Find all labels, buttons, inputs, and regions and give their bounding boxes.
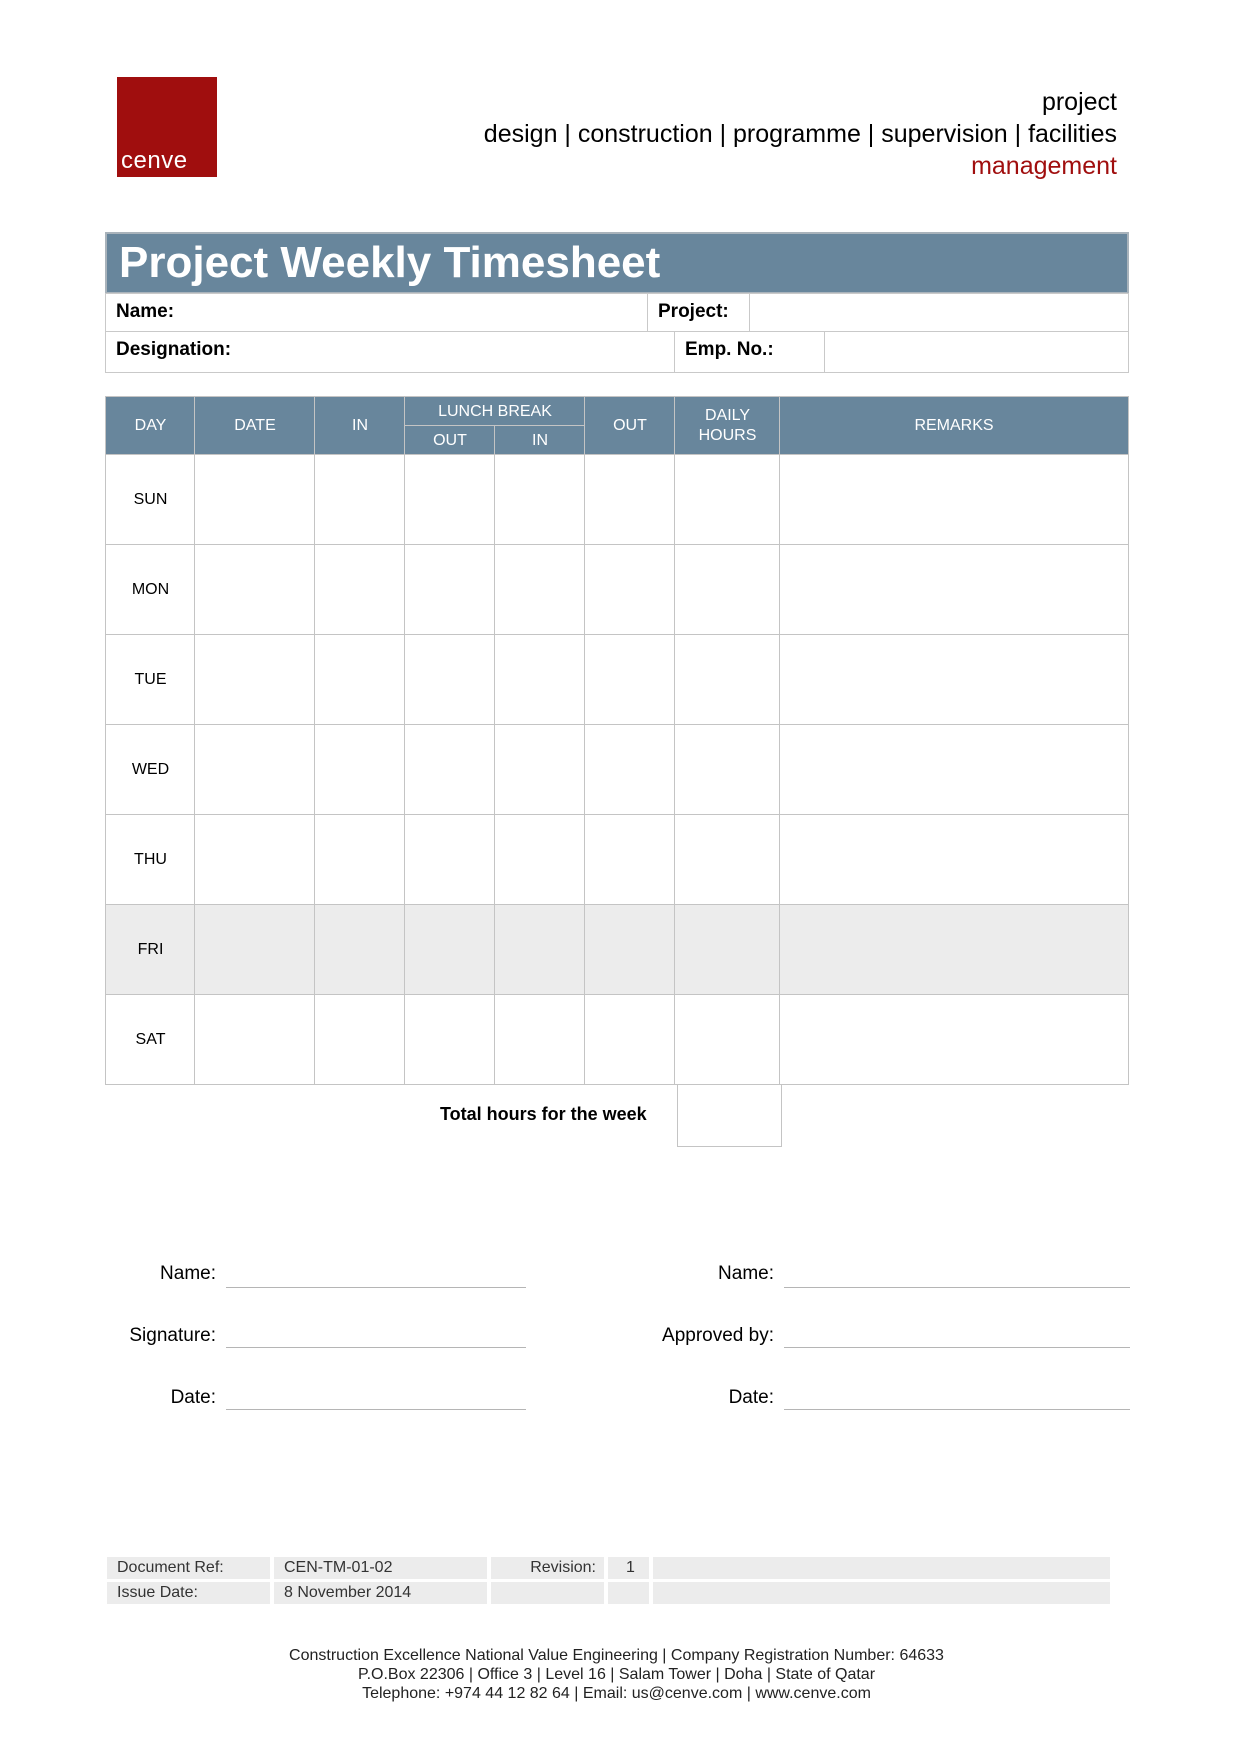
out-cell[interactable] [584, 724, 676, 816]
out-cell[interactable] [584, 634, 676, 726]
date-cell[interactable] [194, 814, 316, 906]
total-hours-field[interactable] [677, 1085, 782, 1147]
right-name-label: Name: [718, 1263, 774, 1284]
header-lunch-in: IN [494, 425, 586, 456]
date-cell[interactable] [194, 904, 316, 996]
remarks-cell[interactable] [779, 454, 1129, 546]
remarks-cell[interactable] [779, 814, 1129, 906]
remarks-cell[interactable] [779, 634, 1129, 726]
daily-hours-cell[interactable] [674, 454, 781, 546]
remarks-cell[interactable] [779, 724, 1129, 816]
date-cell[interactable] [194, 724, 316, 816]
daily-hours-cell[interactable] [674, 544, 781, 636]
day-cell: MON [105, 544, 196, 636]
header-remarks: REMARKS [779, 396, 1129, 456]
header-day: DAY [105, 396, 196, 456]
issue-blank-1 [491, 1582, 604, 1604]
in-cell[interactable] [314, 544, 406, 636]
date-cell[interactable] [194, 634, 316, 726]
right-date-label: Date: [728, 1387, 774, 1408]
project-label: Project: [647, 293, 751, 333]
footer-contact: Telephone: +974 44 12 82 64 | Email: us@cenve.com | www.cenve.com [362, 1685, 871, 1702]
document-ref-label: Document Ref: [107, 1557, 270, 1579]
issue-date-value: 8 November 2014 [274, 1582, 487, 1604]
document-info-blank [653, 1557, 1110, 1579]
lunch-out-cell[interactable] [404, 544, 496, 636]
daily-hours-cell[interactable] [674, 814, 781, 906]
header-daily-hours: DAILY HOURS [674, 396, 781, 456]
name-label: Name: [105, 293, 649, 333]
in-cell[interactable] [314, 814, 406, 906]
daily-hours-cell[interactable] [674, 994, 781, 1085]
designation-label: Designation: [105, 331, 676, 373]
lunch-in-cell[interactable] [494, 724, 586, 816]
footer-company: Construction Excellence National Value Engineering | Company Registration Number: 64633 [289, 1647, 944, 1664]
in-cell[interactable] [314, 994, 406, 1085]
left-date-line[interactable] [226, 1409, 526, 1410]
date-cell[interactable] [194, 994, 316, 1085]
day-cell: SAT [105, 994, 196, 1085]
left-date-label: Date: [170, 1387, 216, 1408]
lunch-in-cell[interactable] [494, 904, 586, 996]
revision-value: 1 [608, 1557, 649, 1579]
right-name-line[interactable] [784, 1287, 1130, 1288]
lunch-in-cell[interactable] [494, 814, 586, 906]
day-cell: FRI [105, 904, 196, 996]
header-lunch-break: LUNCH BREAK [404, 396, 586, 427]
tagline-line-2: design | construction | programme | supervision | facilities [483, 120, 1117, 148]
total-hours-label: Total hours for the week [440, 1104, 647, 1124]
in-cell[interactable] [314, 904, 406, 996]
date-cell[interactable] [194, 544, 316, 636]
remarks-cell[interactable] [779, 994, 1129, 1085]
header-out: OUT [584, 396, 676, 456]
lunch-in-cell[interactable] [494, 634, 586, 726]
day-cell: THU [105, 814, 196, 906]
lunch-out-cell[interactable] [404, 814, 496, 906]
header-date: DATE [194, 396, 316, 456]
in-cell[interactable] [314, 454, 406, 546]
lunch-in-cell[interactable] [494, 544, 586, 636]
issue-blank-3 [653, 1582, 1110, 1604]
lunch-out-cell[interactable] [404, 994, 496, 1085]
daily-hours-cell[interactable] [674, 904, 781, 996]
project-field[interactable] [749, 293, 1129, 333]
daily-hours-cell[interactable] [674, 724, 781, 816]
out-cell[interactable] [584, 814, 676, 906]
issue-blank-2 [608, 1582, 649, 1604]
approved-by-line[interactable] [784, 1347, 1130, 1348]
day-cell: TUE [105, 634, 196, 726]
remarks-cell[interactable] [779, 544, 1129, 636]
in-cell[interactable] [314, 724, 406, 816]
out-cell[interactable] [584, 544, 676, 636]
lunch-out-cell[interactable] [404, 904, 496, 996]
company-logo [117, 77, 217, 177]
out-cell[interactable] [584, 454, 676, 546]
daily-hours-cell[interactable] [674, 634, 781, 726]
in-cell[interactable] [314, 634, 406, 726]
lunch-in-cell[interactable] [494, 994, 586, 1085]
logo-text: cenve [121, 147, 188, 174]
out-cell[interactable] [584, 994, 676, 1085]
lunch-out-cell[interactable] [404, 724, 496, 816]
date-cell[interactable] [194, 454, 316, 546]
empno-label: Emp. No.: [674, 331, 826, 373]
day-cell: WED [105, 724, 196, 816]
tagline-line-1: project [1041, 88, 1117, 116]
issue-date-label: Issue Date: [107, 1582, 270, 1604]
left-signature-line[interactable] [226, 1347, 526, 1348]
right-date-line[interactable] [784, 1409, 1130, 1410]
left-name-label: Name: [160, 1263, 216, 1284]
lunch-out-cell[interactable] [404, 454, 496, 546]
left-name-line[interactable] [226, 1287, 526, 1288]
header-lunch-out: OUT [404, 425, 496, 456]
out-cell[interactable] [584, 904, 676, 996]
header-in: IN [314, 396, 406, 456]
document-ref-value: CEN-TM-01-02 [274, 1557, 487, 1579]
left-signature-label: Signature: [129, 1325, 216, 1346]
remarks-cell[interactable] [779, 904, 1129, 996]
footer-address: P.O.Box 22306 | Office 3 | Level 16 | Salam Tower | Doha | State of Qatar [357, 1666, 876, 1683]
day-cell: SUN [105, 454, 196, 546]
tagline-line-3: management [971, 152, 1117, 180]
approved-by-label: Approved by: [662, 1325, 774, 1346]
page-title: Project Weekly Timesheet [105, 232, 1129, 294]
lunch-in-cell[interactable] [494, 454, 586, 546]
empno-field[interactable] [824, 331, 1129, 373]
revision-label: Revision: [491, 1557, 604, 1579]
lunch-out-cell[interactable] [404, 634, 496, 726]
